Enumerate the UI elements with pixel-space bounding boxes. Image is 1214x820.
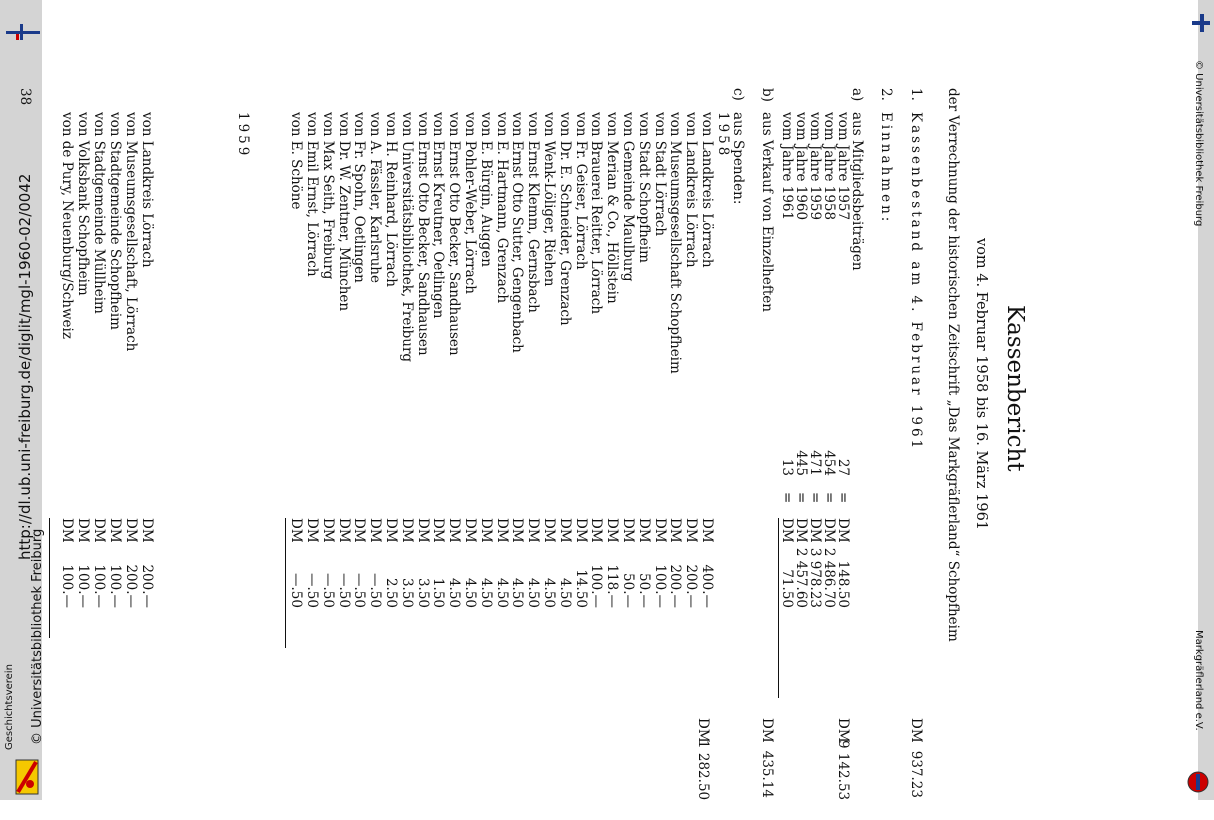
donation-currency: DM: [462, 518, 478, 543]
section1-currency: DM: [908, 718, 924, 743]
a-total: 9 142.53: [835, 740, 851, 801]
donor-1958: von Merian & Co., Höllstein: [604, 112, 621, 304]
section1-amount: 937.23: [908, 750, 924, 798]
donor-1959: von Landkreis Lörrach: [139, 112, 155, 268]
donation-amount: 4.50: [556, 577, 573, 608]
donor-1958: von H. Reinhard, Lörrach: [383, 112, 399, 287]
donation-amount: 400.—: [699, 564, 715, 608]
donation-amount: 50.—: [620, 573, 636, 608]
equals-sign: =: [793, 492, 809, 504]
donation-currency: DM: [107, 518, 123, 543]
a-rule: [778, 518, 779, 698]
page-title: Kassenbericht: [1002, 305, 1028, 472]
intro-text: der Verrechnung der historischen Zeitschrift „Das Markgräflerland“ Schopfheim: [945, 88, 961, 642]
donor-1958: von Fr. Spohn, Oetlingen: [351, 112, 368, 283]
donation-currency: DM: [446, 518, 463, 543]
donation-amount: 3.50: [414, 577, 431, 608]
donation-currency: DM: [509, 518, 526, 543]
equals-sign: =: [835, 492, 851, 504]
donor-1958: von Brauerei Reitter, Lörrach: [588, 112, 605, 315]
b-label: b): [759, 88, 775, 102]
donation-amount: 14.50: [572, 569, 589, 608]
rule-1959: [49, 518, 50, 638]
donor-1959: von Volksbank Schopfheim: [75, 112, 91, 296]
donation-amount: 1.50: [430, 577, 447, 608]
donor-1958: von E. Schöne: [288, 112, 305, 210]
donor-1958: von E. Bürgin, Auggen: [477, 112, 494, 267]
donation-amount: 100.—: [651, 564, 668, 608]
section2-text: Einnahmen:: [878, 112, 894, 225]
donor-1958: von Max Seith, Freiburg: [319, 112, 336, 280]
donor-1958: von Landkreis Lörrach: [683, 112, 700, 268]
membership-year-text: vom Jahre 1959: [807, 112, 823, 221]
donation-amount: 2.50: [383, 577, 399, 608]
donation-currency: DM: [75, 518, 91, 543]
donor-1958: von Pohler-Weber, Lörrach: [462, 112, 478, 294]
donor-1958: von Stadt Lörrach: [651, 112, 668, 237]
c-text: aus Spenden:: [730, 112, 746, 205]
donation-currency: DM: [541, 518, 557, 543]
donation-currency: DM: [493, 518, 510, 543]
org-label-right: Markgräflerland e.V.: [1193, 630, 1204, 731]
donor-1958: von Ernst Kreutner, Oetlingen: [430, 112, 447, 319]
coat-of-arms-logo-right: [1186, 770, 1210, 794]
donor-1958: von Emil Ernst, Lörrach: [304, 112, 320, 277]
ub-logo-right: [1192, 14, 1210, 32]
donation-amount: —.50: [351, 573, 368, 608]
subtitle: vom 4. Februar 1958 bis 16. März 1961: [973, 238, 989, 531]
donation-amount: 4.50: [462, 577, 478, 608]
donation-currency: DM: [91, 518, 107, 543]
donation-currency: DM: [430, 518, 447, 543]
donation-currency: DM: [139, 518, 155, 543]
a-label: a): [849, 88, 865, 102]
donor-1958: von Landkreis Lörrach: [699, 112, 715, 268]
donation-currency: DM: [572, 518, 589, 543]
donation-currency: DM: [319, 518, 336, 543]
year-1959: 1959: [235, 112, 251, 159]
donation-amount: 4.50: [509, 577, 526, 608]
donor-1959: von Stadtgemeinde Müllheim: [91, 112, 107, 314]
donor-1958: von Gemeinde Maulburg: [620, 112, 636, 282]
donation-amount: 200.—: [123, 564, 139, 608]
donor-1959: von Stadtgemeinde Schopfheim: [107, 112, 123, 330]
membership-year-text: vom Jahre 1960: [793, 112, 809, 221]
c-label: c): [730, 88, 746, 101]
copyright-right: © Universitätsbibliothek Freiburg: [1193, 60, 1204, 227]
donation-amount: 4.50: [446, 577, 463, 608]
donation-amount: —.50: [367, 573, 384, 608]
membership-count: 13: [779, 458, 795, 476]
page-number: 38: [17, 88, 33, 106]
b-text: aus Verkauf von Einzelheften: [759, 112, 775, 312]
donation-amount: —.50: [335, 573, 352, 608]
donation-currency: DM: [604, 518, 621, 543]
donation-amount: 200.—: [667, 564, 684, 608]
sidebar-right: [1180, 0, 1214, 800]
membership-count: 454: [821, 450, 837, 476]
donor-1958: von Ernst Otto Becker, Sandhausen: [446, 112, 463, 356]
membership-currency: DM: [779, 518, 795, 543]
year-1958: 1958: [715, 112, 731, 159]
copyright-text: © Universitätsbibliothek Freiburg: [30, 528, 45, 745]
b-total: 435.14: [759, 750, 775, 798]
membership-amount: 2 486.70: [821, 547, 837, 608]
donor-1958: von Dr. E. Schneider, Grenzach: [556, 112, 573, 326]
membership-amount: 148.50: [835, 560, 851, 608]
donation-currency: DM: [414, 518, 431, 543]
donation-amount: 4.50: [477, 577, 494, 608]
donation-currency: DM: [123, 518, 139, 543]
donation-currency: DM: [525, 518, 542, 543]
donation-amount: 100.—: [107, 564, 123, 608]
donor-1958: von Fr. Geiser, Lörrach: [572, 112, 589, 270]
donation-amount: 4.50: [493, 577, 510, 608]
donation-currency: DM: [383, 518, 399, 543]
donation-amount: 100.—: [91, 564, 107, 608]
donor-1958: von Dr. W. Zentner, München: [335, 112, 352, 312]
membership-currency: DM: [835, 518, 851, 543]
donation-amount: 50.—: [635, 573, 652, 608]
c-total: 1 282.50: [695, 740, 711, 801]
donation-amount: —.50: [304, 573, 320, 608]
donation-currency: DM: [304, 518, 320, 543]
donation-currency: DM: [588, 518, 605, 543]
donation-amount: 100.—: [59, 564, 75, 608]
membership-count: 445: [793, 450, 809, 476]
donor-1958: von Stadt Schopfheim: [635, 112, 652, 263]
membership-currency: DM: [793, 518, 809, 543]
donation-currency: DM: [667, 518, 684, 543]
a-total-currency: DM: [835, 718, 851, 743]
donor-1958: von A. Fässler, Karlsruhe: [367, 112, 384, 283]
donation-currency: DM: [398, 518, 415, 543]
equals-sign: =: [807, 492, 823, 504]
donor-1958: von Ernst Otto Sutter, Gengenbach: [509, 112, 526, 353]
membership-year-text: vom Jahre 1961: [779, 112, 795, 221]
membership-amount: 3 978.23: [807, 547, 823, 608]
donation-amount: 3.50: [398, 577, 415, 608]
membership-currency: DM: [821, 518, 837, 543]
donation-currency: DM: [288, 518, 305, 543]
donation-currency: DM: [651, 518, 668, 543]
donation-amount: 200.—: [683, 564, 700, 608]
donation-currency: DM: [699, 518, 715, 543]
donation-amount: —.50: [288, 573, 305, 608]
donation-amount: —.50: [319, 573, 336, 608]
donor-1959: von Museumsgesellschaft, Lörrach: [123, 112, 139, 352]
membership-currency: DM: [807, 518, 823, 543]
donation-currency: DM: [620, 518, 636, 543]
donation-currency: DM: [367, 518, 384, 543]
membership-year-text: vom Jahre 1957: [835, 112, 851, 221]
donation-amount: 100.—: [75, 564, 91, 608]
donation-amount: 4.50: [525, 577, 542, 608]
equals-sign: =: [821, 492, 837, 504]
section1-text: Kassenbestand am 4. Februar 1961: [908, 112, 924, 452]
donation-currency: DM: [683, 518, 700, 543]
donation-currency: DM: [351, 518, 368, 543]
donor-1958: von Wenk-Löliger, Riehen: [541, 112, 557, 287]
donor-1959: von de Pury, Neuenburg/Schweiz: [59, 112, 75, 339]
b-total-currency: DM: [759, 718, 775, 743]
membership-count: 27: [835, 458, 851, 476]
donation-amount: 118.—: [604, 564, 621, 608]
equals-sign: =: [779, 492, 795, 504]
donation-amount: 100.—: [588, 564, 605, 608]
section1-label: 1.: [908, 88, 924, 101]
permalink[interactable]: http://dl.ub.uni-freiburg.de/diglit/mgl-1960-02/0042: [16, 173, 34, 560]
donation-amount: 200.—: [139, 564, 155, 608]
rule-1958: [285, 518, 286, 648]
donor-1958: von Ernst Otto Becker, Sandhausen: [414, 112, 431, 356]
a-text: aus Mitgliedsbeiträgen: [849, 112, 865, 271]
membership-year-text: vom Jahre 1958: [821, 112, 837, 221]
donation-currency: DM: [635, 518, 652, 543]
c-total-currency: DM: [695, 718, 711, 743]
donation-amount: 4.50: [541, 577, 557, 608]
org-label: Geschichtsverein: [4, 664, 15, 750]
donor-1958: von E. Hartmann, Grenzach: [493, 112, 510, 304]
donation-currency: DM: [335, 518, 352, 543]
donation-currency: DM: [477, 518, 494, 543]
donor-1958: von Museumsgesellschaft Schopfheim: [667, 112, 684, 374]
donor-1958: von Universitätsbibliothek, Freiburg: [398, 112, 415, 363]
donation-currency: DM: [556, 518, 573, 543]
section2-label: 2.: [878, 88, 894, 101]
donor-1958: von Ernst Klemm, Gernsbach: [525, 112, 542, 313]
membership-count: 471: [807, 450, 823, 476]
membership-amount: 71.50: [779, 569, 795, 608]
membership-amount: 2 457.60: [793, 547, 809, 608]
donation-currency: DM: [59, 518, 75, 543]
